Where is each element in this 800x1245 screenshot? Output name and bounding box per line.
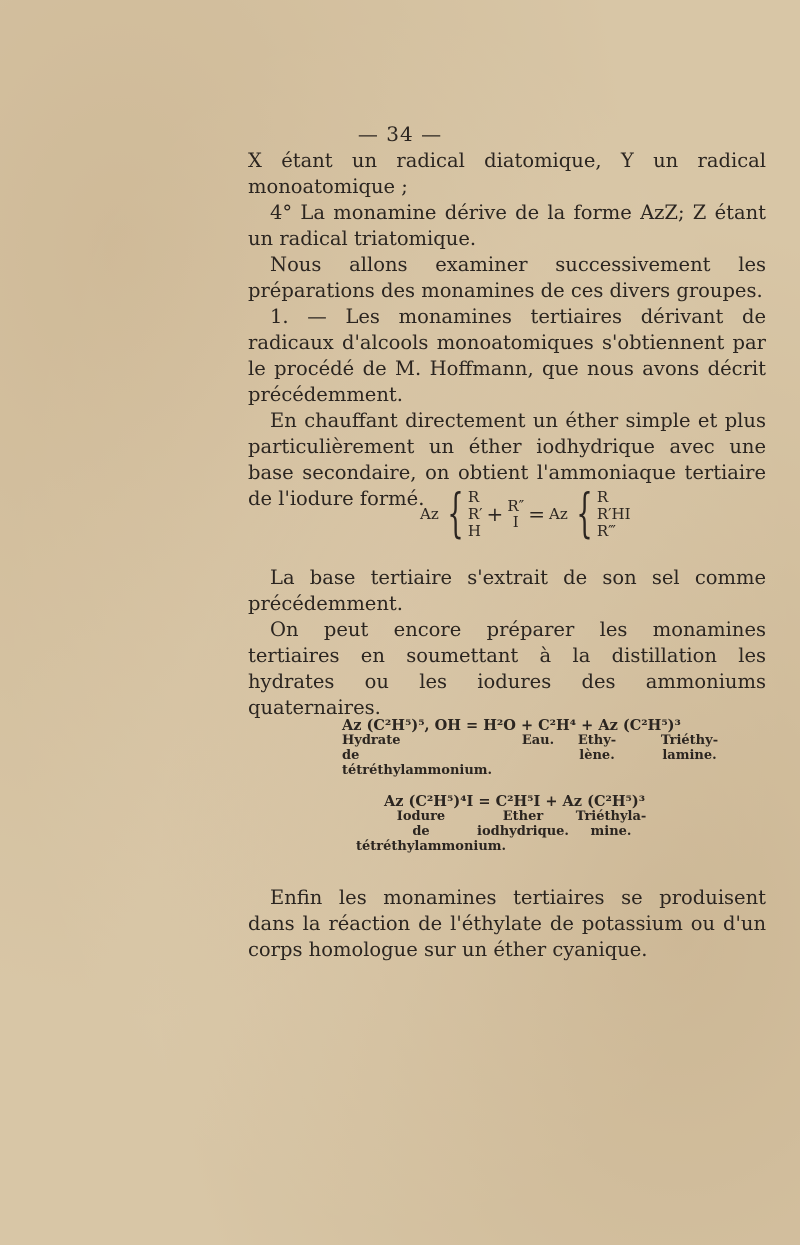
paragraph: X étant un radical diatomique, Y un radical monoatomique ; [248, 149, 766, 198]
paragraph: Enfin les monamines tertiaires se produisent dans la réaction de l'éthylate de potassium ou d'un corps homologue sur un éther cyanique. [248, 886, 766, 961]
formula-right-group [572, 484, 631, 544]
formula-left-group [443, 484, 483, 544]
legend-triethylamine: Triéthy- lamine. [660, 733, 719, 763]
formula-term: R‴ [596, 521, 616, 540]
formula-left-stack [468, 489, 483, 540]
legend-triethylamine: Triéthyla- mine. [575, 809, 647, 839]
legend-water: Eau. [521, 733, 555, 748]
legend-iodide: Iodure de tétréthylammonium. [356, 809, 507, 854]
formula-term: I [512, 513, 519, 531]
formula-legend [356, 809, 676, 857]
formula-term: H [467, 521, 481, 540]
formula-prefix: Az [420, 505, 439, 523]
legend-ethylene: Ethy- lène. [577, 733, 617, 763]
text-block-conclusion [248, 885, 766, 963]
paragraph: 4° La monamine dérive de la forme AzZ; Z étant un radical triatomique. [248, 201, 766, 250]
paragraph: La base tertiaire s'extrait de son sel comme précédemment. [248, 566, 766, 615]
formula-equation: Az (C²H⁵)⁴I = C²H⁵I + Az (C²H⁵)³ [384, 793, 646, 810]
formula-iodide [507, 498, 524, 530]
formula-term: R′HI [596, 504, 631, 523]
reaction-formula-iodide [356, 794, 676, 857]
formula-equation: Az (C²H⁵)⁵, OH = H²O + C²H⁴ + Az (C²H⁵)³ [342, 717, 681, 734]
brace-icon: { [576, 484, 593, 544]
brace-icon: { [447, 484, 464, 544]
formula-term: R [467, 487, 480, 506]
formula-term: R′ [467, 504, 483, 523]
formula-plus: + [486, 502, 504, 526]
paragraph: En chauffant directement un éther simple et plus particulièrement un éther iodhydrique avec une base secondaire, on obtient l'ammoniaque tertiaire de l'iodure formé. [248, 409, 766, 510]
paragraph: Nous allons examiner successivement les préparations des monamines de ces divers groupes. [248, 253, 766, 302]
formula-equals: = [528, 502, 545, 526]
formula-prefix: Az [548, 505, 568, 523]
formula-right-stack [597, 489, 631, 540]
legend-ether: Ether iodhydrique. [477, 809, 569, 839]
paragraph: 1. — Les monamines tertiaires dérivant de radicaux d'alcools monoatomiques s'obtiennent par le procédé de M. Hoffmann, que nous avons décrit précédemment. [248, 305, 766, 406]
formula-term: R [596, 487, 609, 506]
page-number: — 34 — [357, 122, 443, 146]
legend-hydrate: Hydrate de tétréthylammonium. [342, 733, 493, 778]
reaction-formula-secondary-base [420, 484, 631, 544]
reaction-formula-hydrate [342, 718, 742, 781]
formula-legend [342, 733, 742, 781]
formula-term: R″ [507, 497, 525, 515]
paragraph: On peut encore préparer les monamines tertiaires en soumettant à la distillation les hydrates ou les iodures des ammoniums quaternaires. [248, 618, 766, 719]
text-block-quaternary [248, 565, 766, 721]
